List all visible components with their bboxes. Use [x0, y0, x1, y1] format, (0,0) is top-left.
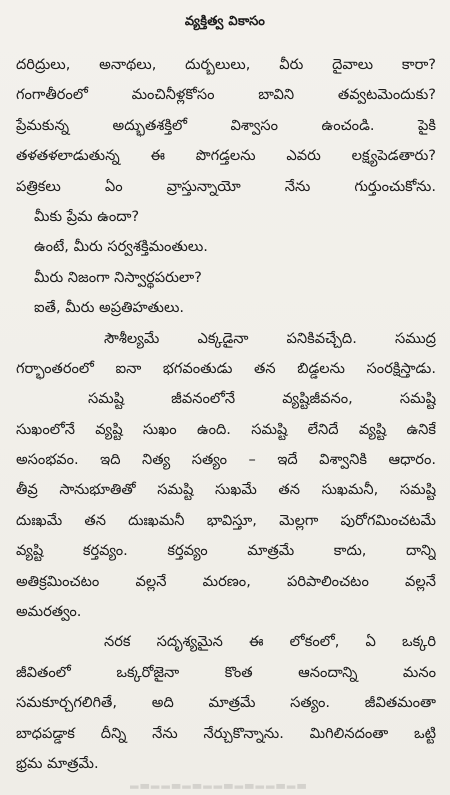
text-line: దరిద్రులు, అనాథలు, దుర్బలులు, వీరు దైవాలు కారా?	[16, 56, 436, 73]
text-line: అసంభవం. ఇది నిత్య సత్యం – ఇదే విశ్వానికి ఆధారం.	[16, 451, 436, 469]
body-text	[16, 50, 436, 779]
running-head-title: వ్యక్తిత్వ వికాసం	[184, 14, 266, 29]
text-line: అమరత్వం.	[16, 603, 82, 621]
text-line: జీవితంలో ఒక్కరోజైనా కొంత ఆనందాన్ని మనం	[16, 663, 436, 681]
dialogue-line: ఉంటే, మీరు సర్వశక్తిమంతులు.	[34, 238, 208, 256]
text-line: తీవ్ర సానుభూతితో సమష్టి సుఖమే తన సుఖమనీ, సమష్టి	[16, 481, 436, 499]
text-line: సమకూర్చగలిగితే, అది మాత్రమే సత్యం. జీవితమంతా	[16, 694, 436, 712]
paragraph-start-line: సౌశీల్యమే ఎక్కడైనా పనికివచ్చేది. సముద్ర	[104, 329, 436, 347]
paragraph-start-line: నరక సదృశ్యమైన ఈ లోకంలో, ఏ ఒక్కరి	[104, 633, 436, 651]
dialogue-line: ఐతే, మీరు అప్రతిహతులు.	[34, 299, 185, 317]
text-line: వ్యష్టి కర్తవ్యం. కర్తవ్యం మాత్రమే కాదు, దాన్ని	[16, 542, 436, 560]
text-line: సుఖంలోనే వ్యష్టి సుఖం ఉంది. సమష్టి లేనిదే వ్యష్టి ఉనికే	[16, 420, 436, 438]
text-line: గంగాతీరంలో మంచినీళ్లకోసం బావిని తవ్వటమెందుకు?	[16, 86, 436, 104]
text-line: గర్భాంతరంలో ఐనా భగవంతుడు తన బిడ్డలను సంరక్షిస్తాడు.	[16, 359, 436, 377]
text-line: దుఃఖమే తన దుఃఖమనీ భావిస్తూ, మెల్లగా పురోగమించటమే	[16, 511, 436, 529]
dialogue-line: మీరు నిజంగా నిస్వార్థపరులా?	[34, 268, 202, 286]
text-line: పత్రికలు ఏం వ్రాస్తున్నాయో నేను గుర్తుంచుకోను.	[16, 177, 436, 195]
paragraph-start-line: సమష్టి జీవనంలోనే వ్యష్టిజీవనం, సమష్టి	[88, 390, 436, 408]
text-line: ప్రేమకున్న అద్భుతశక్తిలో విశ్వాసం ఉంచండి. పైకి	[16, 116, 436, 134]
text-line: భ్రమ మాత్రమే.	[16, 754, 99, 772]
text-line: అతిక్రమించటం వల్లనే మరణం, పరిపాలించటం వల్లనే	[16, 572, 436, 590]
text-line: తళతళలాడుతున్న ఈ పొగడ్తలను ఎవరు లక్ష్యపెడతారు?	[16, 147, 436, 165]
show-through-text: ▂▃▂▂▃▂▃▂▂▃▂▃▂▂▃▂▃	[130, 776, 308, 789]
text-line: బాధపడ్డాక దీన్ని నేను నేర్చుకొన్నాను. మిగిలినదంతా ఒట్టి	[16, 724, 436, 742]
dialogue-line: మీకు ప్రేమ ఉందా?	[34, 207, 140, 225]
